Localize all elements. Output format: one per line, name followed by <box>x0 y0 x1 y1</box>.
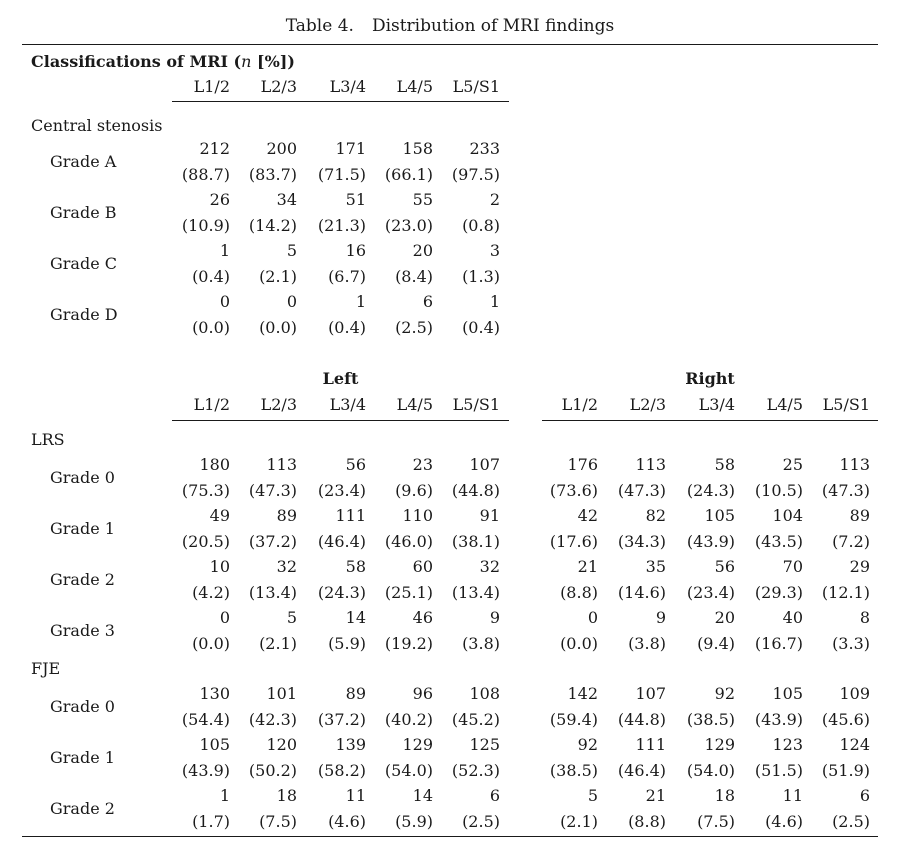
cell-percent: (2.5) <box>832 812 870 831</box>
cell-percent: (54.0) <box>384 761 433 780</box>
cell-count: 176 <box>567 455 598 474</box>
grade-label: Grade C <box>50 254 118 273</box>
cell-count: 11 <box>345 786 366 805</box>
cell-percent: (59.4) <box>549 710 598 729</box>
cell-percent: (0.0) <box>192 318 230 337</box>
cell-count: 32 <box>479 557 500 576</box>
cell-count: 233 <box>469 139 500 158</box>
cell-percent: (20.5) <box>181 532 230 551</box>
group-label-fje: FJE <box>31 659 61 678</box>
cell-percent: (97.5) <box>451 165 500 184</box>
cell-percent: (54.4) <box>181 710 230 729</box>
cell-count: 0 <box>286 292 297 311</box>
cell-percent: (7.5) <box>259 812 297 831</box>
cell-percent: (2.1) <box>259 267 297 286</box>
cell-percent: (0.4) <box>192 267 230 286</box>
cell-count: 6 <box>489 786 500 805</box>
cell-percent: (0.4) <box>328 318 366 337</box>
cell-count: 6 <box>859 786 870 805</box>
cell-count: 101 <box>266 684 297 703</box>
cell-count: 180 <box>199 455 230 474</box>
cell-percent: (3.3) <box>832 634 870 653</box>
cell-count: 51 <box>345 190 366 209</box>
cell-count: 113 <box>635 455 666 474</box>
cell-count: 16 <box>345 241 366 260</box>
left-level-column-header: L3/4 <box>329 395 366 414</box>
cell-count: 35 <box>645 557 666 576</box>
cell-percent: (10.5) <box>754 481 803 500</box>
cell-percent: (38.1) <box>451 532 500 551</box>
grade-label: Grade 0 <box>50 697 115 716</box>
cell-count: 107 <box>635 684 666 703</box>
cell-percent: (4.6) <box>328 812 366 831</box>
cell-percent: (8.8) <box>628 812 666 831</box>
cell-count: 21 <box>577 557 598 576</box>
cell-percent: (7.2) <box>832 532 870 551</box>
cell-count: 9 <box>489 608 500 627</box>
cell-percent: (3.8) <box>628 634 666 653</box>
cell-count: 1 <box>355 292 366 311</box>
cell-percent: (51.5) <box>754 761 803 780</box>
cell-count: 21 <box>645 786 666 805</box>
grade-label: Grade D <box>50 305 118 324</box>
cell-percent: (5.9) <box>328 634 366 653</box>
cell-percent: (45.2) <box>451 710 500 729</box>
grade-label: Grade 2 <box>50 570 115 589</box>
cell-percent: (8.8) <box>560 583 598 602</box>
cell-count: 124 <box>839 735 870 754</box>
cell-count: 5 <box>286 608 297 627</box>
central-level-column-header: L1/2 <box>193 77 230 96</box>
cell-count: 23 <box>412 455 433 474</box>
cell-percent: (47.3) <box>248 481 297 500</box>
cell-count: 14 <box>412 786 433 805</box>
cell-count: 111 <box>635 735 666 754</box>
cell-count: 109 <box>839 684 870 703</box>
cell-percent: (24.3) <box>317 583 366 602</box>
top-rule <box>22 44 878 45</box>
cell-count: 0 <box>587 608 598 627</box>
central-level-column-header: L4/5 <box>396 77 433 96</box>
cell-percent: (1.3) <box>462 267 500 286</box>
grade-label: Grade 1 <box>50 519 115 538</box>
cell-count: 32 <box>276 557 297 576</box>
cell-percent: (43.9) <box>181 761 230 780</box>
cell-percent: (9.6) <box>395 481 433 500</box>
cell-percent: (23.4) <box>686 583 735 602</box>
cell-percent: (45.6) <box>821 710 870 729</box>
grade-label: Grade 2 <box>50 799 115 818</box>
cell-percent: (4.2) <box>192 583 230 602</box>
cell-percent: (83.7) <box>248 165 297 184</box>
cell-count: 3 <box>489 241 500 260</box>
cell-count: 5 <box>286 241 297 260</box>
grade-label: Grade 1 <box>50 748 115 767</box>
cell-count: 91 <box>479 506 500 525</box>
cell-count: 1 <box>219 241 230 260</box>
cell-percent: (1.7) <box>192 812 230 831</box>
bottom-rule <box>22 836 878 837</box>
cell-count: 42 <box>577 506 598 525</box>
cell-count: 56 <box>345 455 366 474</box>
cell-percent: (50.2) <box>248 761 297 780</box>
cell-count: 130 <box>199 684 230 703</box>
cell-percent: (9.4) <box>697 634 735 653</box>
cell-count: 111 <box>335 506 366 525</box>
cell-percent: (17.6) <box>549 532 598 551</box>
cell-count: 142 <box>567 684 598 703</box>
cell-percent: (2.5) <box>462 812 500 831</box>
right-level-column-header: L1/2 <box>561 395 598 414</box>
cell-count: 9 <box>655 608 666 627</box>
cell-count: 0 <box>219 608 230 627</box>
cell-percent: (6.7) <box>328 267 366 286</box>
cell-percent: (23.0) <box>384 216 433 235</box>
group-label-central-stenosis: Central stenosis <box>31 116 163 135</box>
central-level-column-header: L5/S1 <box>452 77 500 96</box>
cell-percent: (14.6) <box>617 583 666 602</box>
cell-percent: (46.4) <box>617 761 666 780</box>
cell-percent: (2.5) <box>395 318 433 337</box>
cell-count: 70 <box>782 557 803 576</box>
cell-percent: (24.3) <box>686 481 735 500</box>
left-level-column-header: L4/5 <box>396 395 433 414</box>
cell-count: 200 <box>266 139 297 158</box>
cell-count: 29 <box>849 557 870 576</box>
cell-count: 113 <box>266 455 297 474</box>
central-level-column-header: L2/3 <box>260 77 297 96</box>
right-level-column-header: L4/5 <box>766 395 803 414</box>
cell-count: 58 <box>345 557 366 576</box>
cell-percent: (16.7) <box>754 634 803 653</box>
cell-count: 60 <box>412 557 433 576</box>
cell-percent: (2.1) <box>560 812 598 831</box>
table-caption <box>0 16 900 36</box>
cell-percent: (0.4) <box>462 318 500 337</box>
cell-percent: (23.4) <box>317 481 366 500</box>
left-header-rule <box>172 420 509 421</box>
cell-percent: (7.5) <box>697 812 735 831</box>
cell-count: 1 <box>489 292 500 311</box>
table-caption-label: Table 4. <box>285 16 354 36</box>
cell-count: 129 <box>402 735 433 754</box>
cell-count: 34 <box>276 190 297 209</box>
left-level-column-header: L2/3 <box>260 395 297 414</box>
cell-count: 11 <box>782 786 803 805</box>
cell-count: 158 <box>402 139 433 158</box>
cell-count: 105 <box>199 735 230 754</box>
cell-count: 89 <box>849 506 870 525</box>
cell-percent: (29.3) <box>754 583 803 602</box>
cell-percent: (2.1) <box>259 634 297 653</box>
cell-count: 125 <box>469 735 500 754</box>
cell-count: 8 <box>859 608 870 627</box>
cell-count: 139 <box>335 735 366 754</box>
cell-count: 0 <box>219 292 230 311</box>
cell-count: 26 <box>209 190 230 209</box>
cell-count: 129 <box>704 735 735 754</box>
cell-percent: (37.2) <box>248 532 297 551</box>
cell-count: 1 <box>219 786 230 805</box>
cell-percent: (5.9) <box>395 812 433 831</box>
cell-percent: (46.4) <box>317 532 366 551</box>
cell-count: 46 <box>412 608 433 627</box>
cell-percent: (0.0) <box>192 634 230 653</box>
cell-percent: (3.8) <box>462 634 500 653</box>
cell-percent: (58.2) <box>317 761 366 780</box>
cell-percent: (21.3) <box>317 216 366 235</box>
cell-percent: (19.2) <box>384 634 433 653</box>
cell-count: 55 <box>412 190 433 209</box>
cell-percent: (38.5) <box>549 761 598 780</box>
side-header-right: Right <box>685 369 735 388</box>
cell-percent: (0.0) <box>560 634 598 653</box>
side-header-left: Left <box>322 369 359 388</box>
cell-percent: (42.3) <box>248 710 297 729</box>
cell-percent: (71.5) <box>317 165 366 184</box>
cell-count: 10 <box>209 557 230 576</box>
cell-percent: (25.1) <box>384 583 433 602</box>
central-level-column-header: L3/4 <box>329 77 366 96</box>
cell-count: 107 <box>469 455 500 474</box>
right-header-rule <box>542 420 878 421</box>
right-level-column-header: L2/3 <box>629 395 666 414</box>
cell-count: 56 <box>714 557 735 576</box>
cell-percent: (0.8) <box>462 216 500 235</box>
grade-label: Grade 0 <box>50 468 115 487</box>
right-level-column-header: L5/S1 <box>822 395 870 414</box>
central-header-rule <box>172 101 509 102</box>
cell-percent: (88.7) <box>181 165 230 184</box>
cell-count: 110 <box>402 506 433 525</box>
cell-percent: (43.9) <box>686 532 735 551</box>
cell-count: 2 <box>489 190 500 209</box>
cell-percent: (73.6) <box>549 481 598 500</box>
cell-percent: (13.4) <box>248 583 297 602</box>
cell-count: 89 <box>345 684 366 703</box>
cell-percent: (40.2) <box>384 710 433 729</box>
cell-count: 40 <box>782 608 803 627</box>
cell-count: 25 <box>782 455 803 474</box>
cell-count: 6 <box>422 292 433 311</box>
cell-percent: (43.9) <box>754 710 803 729</box>
cell-count: 104 <box>772 506 803 525</box>
cell-count: 123 <box>772 735 803 754</box>
cell-percent: (47.3) <box>617 481 666 500</box>
cell-percent: (54.0) <box>686 761 735 780</box>
cell-percent: (43.5) <box>754 532 803 551</box>
cell-count: 113 <box>839 455 870 474</box>
cell-percent: (52.3) <box>451 761 500 780</box>
cell-percent: (34.3) <box>617 532 666 551</box>
left-level-column-header: L1/2 <box>193 395 230 414</box>
cell-percent: (12.1) <box>821 583 870 602</box>
cell-percent: (51.9) <box>821 761 870 780</box>
group-label-lrs: LRS <box>31 430 65 449</box>
cell-count: 105 <box>772 684 803 703</box>
right-level-column-header: L3/4 <box>698 395 735 414</box>
cell-count: 20 <box>412 241 433 260</box>
cell-percent: (75.3) <box>181 481 230 500</box>
section-header: Classifications of MRI (n [%]) <box>31 52 295 71</box>
grade-label: Grade 3 <box>50 621 115 640</box>
cell-percent: (44.8) <box>617 710 666 729</box>
cell-percent: (10.9) <box>181 216 230 235</box>
cell-percent: (4.6) <box>765 812 803 831</box>
cell-count: 105 <box>704 506 735 525</box>
left-level-column-header: L5/S1 <box>452 395 500 414</box>
cell-percent: (46.0) <box>384 532 433 551</box>
cell-percent: (66.1) <box>384 165 433 184</box>
cell-count: 49 <box>209 506 230 525</box>
cell-count: 96 <box>412 684 433 703</box>
cell-count: 18 <box>276 786 297 805</box>
cell-count: 14 <box>345 608 366 627</box>
cell-count: 20 <box>714 608 735 627</box>
cell-count: 58 <box>714 455 735 474</box>
cell-percent: (13.4) <box>451 583 500 602</box>
cell-count: 120 <box>266 735 297 754</box>
table-caption-title: Distribution of MRI findings <box>371 16 615 36</box>
cell-count: 212 <box>199 139 230 158</box>
cell-count: 5 <box>587 786 598 805</box>
cell-percent: (47.3) <box>821 481 870 500</box>
cell-percent: (8.4) <box>395 267 433 286</box>
cell-percent: (0.0) <box>259 318 297 337</box>
cell-percent: (14.2) <box>248 216 297 235</box>
cell-count: 82 <box>645 506 666 525</box>
cell-percent: (37.2) <box>317 710 366 729</box>
cell-count: 108 <box>469 684 500 703</box>
cell-count: 92 <box>714 684 735 703</box>
grade-label: Grade B <box>50 203 117 222</box>
cell-count: 89 <box>276 506 297 525</box>
cell-percent: (44.8) <box>451 481 500 500</box>
cell-percent: (38.5) <box>686 710 735 729</box>
cell-count: 171 <box>335 139 366 158</box>
grade-label: Grade A <box>50 152 117 171</box>
cell-count: 92 <box>577 735 598 754</box>
cell-count: 18 <box>714 786 735 805</box>
